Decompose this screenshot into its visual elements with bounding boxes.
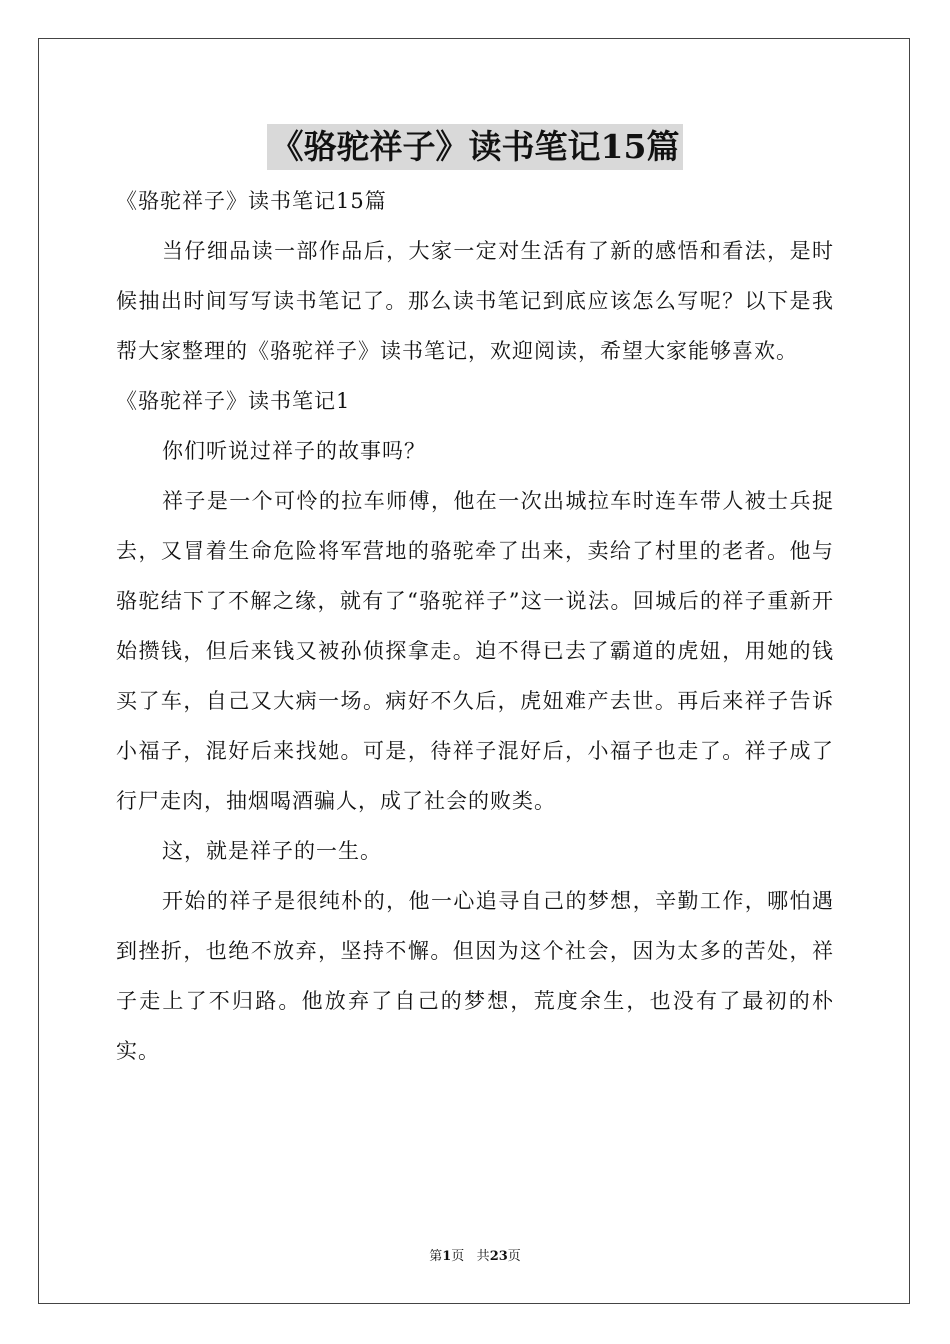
page-footer [0, 1248, 950, 1266]
footer-current-page: 1 [442, 1249, 452, 1264]
paragraph: 祥子是一个可怜的拉车师傅，他在一次出城拉车时连车带人被士兵捉去，又冒着生命危险将军营地的骆驼牵了出来，卖给了村里的老者。他与骆驼结下了不解之缘，就有了“骆驼祥子”这一说法。回城后的祥子重新开始攒钱，但后来钱又被孙侦探拿走。迫不得已去了霸道的虎妞，用她的钱买了车，自己又大病一场。病好不久后，虎妞难产去世。再后来祥子告诉小福子，混好后来找她。可是，待祥子混好后，小福子也走了。祥子成了行尸走肉，抽烟喝酒骗人，成了社会的败类。 [116, 489, 834, 813]
title-container [0, 124, 950, 170]
paragraph: 开始的祥子是很纯朴的，他一心追寻自己的梦想，辛勤工作，哪怕遇到挫折，也绝不放弃，坚持不懈。但因为这个社会，因为太多的苦处，祥子走上了不归路。他放弃了自己的梦想，荒度余生，也没有了最初的朴实。 [116, 889, 834, 1063]
footer-total-suffix: 页 [507, 1249, 521, 1264]
paragraph: 你们听说过祥子的故事吗？ [162, 439, 426, 463]
paragraph-intro: 当仔细品读一部作品后，大家一定对生活有了新的感悟和看法，是时候抽出时间写写读书笔记了。那么读书笔记到底应该怎么写呢？以下是我帮大家整理的《骆驼祥子》读书笔记，欢迎阅读，希望大家能够喜欢。 [116, 239, 834, 363]
footer-total-pages: 23 [489, 1249, 508, 1264]
paragraph-subtitle: 《骆驼祥子》读书笔记15篇 [116, 189, 387, 213]
footer-page-word: 页 [451, 1249, 465, 1264]
document-body [116, 176, 834, 1076]
footer-total-prefix: 共 [476, 1249, 490, 1264]
document-title: 《骆驼祥子》读书笔记15篇 [267, 124, 684, 170]
footer-prefix: 第 [429, 1249, 443, 1264]
section-heading-1: 《骆驼祥子》读书笔记1 [116, 389, 351, 413]
paragraph: 这，就是祥子的一生。 [162, 839, 382, 863]
